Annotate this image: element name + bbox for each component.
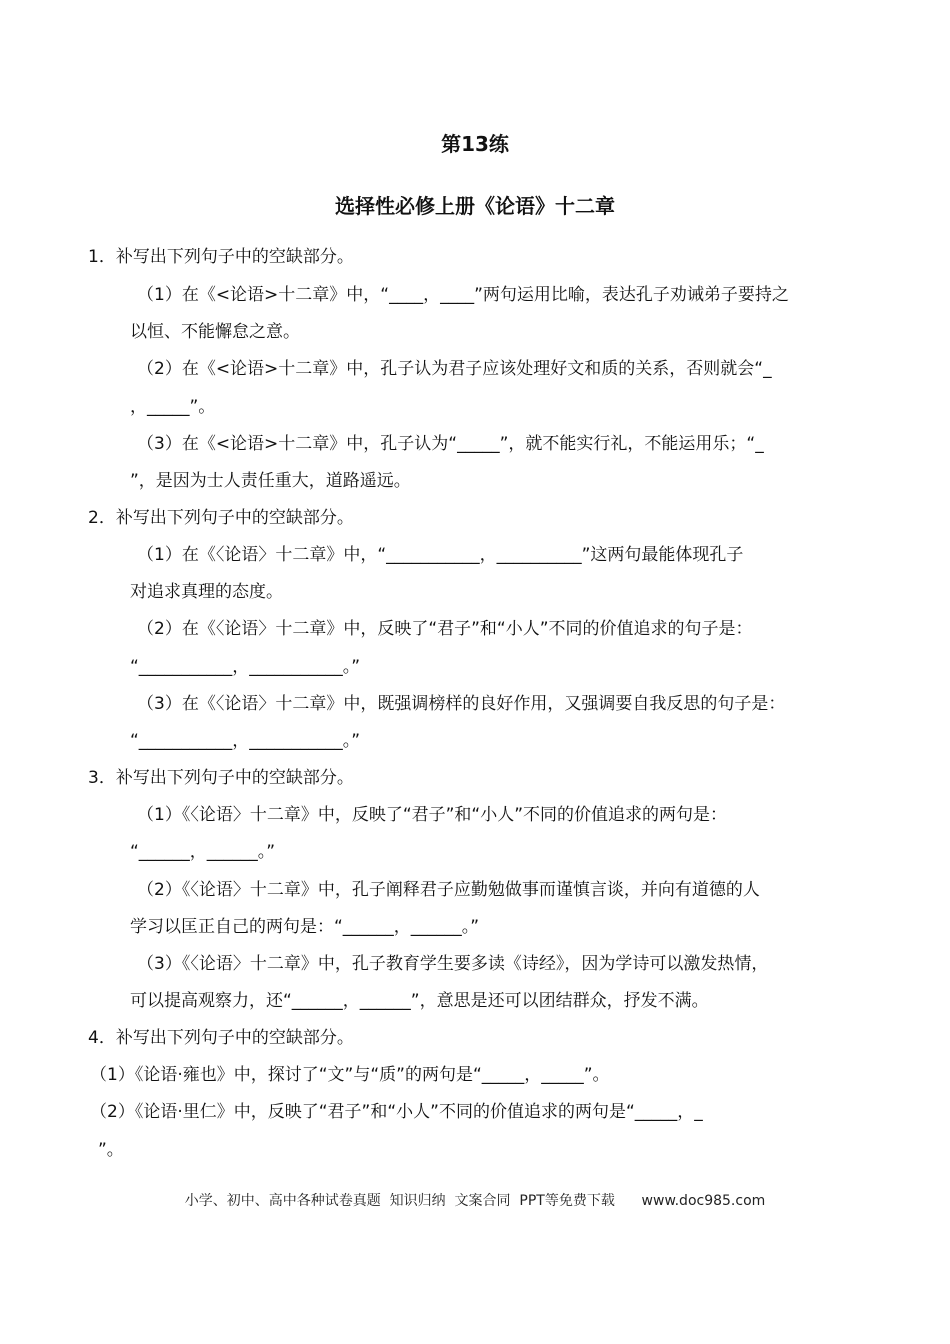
question-line: （2）《论语·里仁》中，反映了“君子”和“小人”不同的价值追求的两句是“_____，_: [90, 1102, 703, 1122]
question-line: 以恒、不能懈怠之意。: [130, 322, 300, 342]
page-title: 第13练: [441, 132, 509, 156]
question-line: ，_____”。: [130, 397, 216, 417]
question-line: ”。: [98, 1140, 124, 1160]
question-line: 可以提高观察力，还“______，______”，意思是还可以团结群众，抒发不满。: [130, 991, 709, 1011]
footer-text: 小学、初中、高中各种试卷真题 知识归纳 文案合同 PPT等免费下载 www.doc985.com: [184, 1193, 766, 1209]
question-line: （1）在《<论语>十二章》中，“____，____”两句运用比喻，表达孔子劝诫弟子要持之: [137, 285, 789, 305]
question-line: 对追求真理的态度。: [130, 582, 283, 602]
question-line: （2）在《<论语>十二章》中，孔子认为君子应该处理好文和质的关系，否则就会“_: [137, 359, 772, 379]
question-line: “___________，___________。”: [130, 731, 361, 751]
question-line: （3）在《〈论语〉十二章》中，既强调榜样的良好作用，又强调要自我反思的句子是：: [137, 694, 786, 714]
question-line: （1）《论语·雍也》中，探讨了“文”与“质”的两句是“_____，_____”。: [90, 1065, 610, 1085]
question-line: （3）《〈论语〉十二章》中，孔子教育学生要多读《诗经》，因为学诗可以激发热情，: [137, 954, 769, 974]
question-heading: 1．补写出下列句子中的空缺部分。: [88, 247, 354, 267]
question-line: “______，______。”: [130, 842, 276, 862]
question-line: （2）《〈论语〉十二章》中，孔子阐释君子应勤勉做事而谨慎言谈，并向有道德的人: [137, 880, 760, 900]
question-heading: 3．补写出下列句子中的空缺部分。: [88, 768, 354, 788]
question-line: （2）在《〈论语〉十二章》中，反映了“君子”和“小人”不同的价值追求的句子是：: [137, 619, 753, 639]
question-line: （1）《〈论语〉十二章》中，反映了“君子”和“小人”不同的价值追求的两句是：: [137, 805, 728, 825]
question-line: （1）在《〈论语〉十二章》中，“___________，__________”这两句最能体现孔子: [137, 545, 744, 565]
question-line: ”，是因为士人责任重大，道路遥远。: [130, 471, 411, 491]
question-line: “___________，___________。”: [130, 657, 361, 677]
page-subtitle: 选择性必修上册《论语》十二章: [335, 194, 615, 218]
question-line: （3）在《<论语>十二章》中，孔子认为“_____”，就不能实行礼，不能运用乐；“_: [137, 434, 764, 454]
question-heading: 2．补写出下列句子中的空缺部分。: [88, 508, 354, 528]
question-heading: 4．补写出下列句子中的空缺部分。: [88, 1028, 354, 1048]
question-line: 学习以匡正自己的两句是：“______，______。”: [130, 917, 480, 937]
